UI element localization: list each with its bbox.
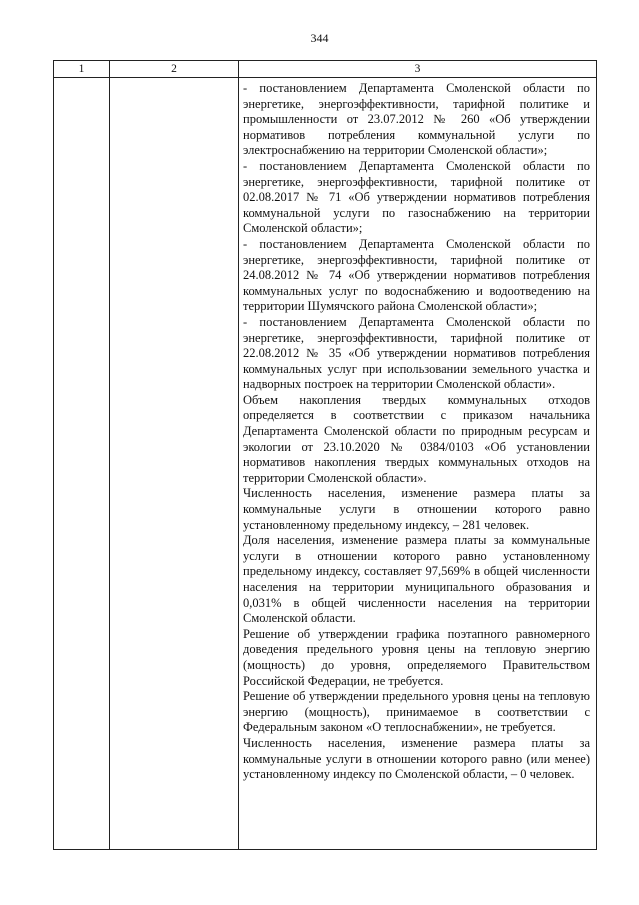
- document-table: [53, 60, 597, 850]
- paragraph: Решение об утверждении предельного уровня цены на тепловую энергию (мощность), принимаемое в соответствии с Федеральным законом «О теплоснабжении», не требуется.: [243, 689, 590, 735]
- paragraph: - постановлением Департамента Смоленской области по энергетике, энергоэффективности, тарифной политике от 02.08.2017 № 71 «Об утверждении нормативов потребления коммунальной услуги по газоснабжению на территории Смоленской области»;: [243, 158, 590, 236]
- page-number: 344: [310, 31, 329, 45]
- column-header-3: 3: [239, 61, 597, 78]
- column-1-cell: [54, 78, 110, 850]
- table-header-row: [54, 61, 597, 78]
- column-header-2: 2: [110, 61, 239, 78]
- paragraph: - постановлением Департамента Смоленской области по энергетике, энергоэффективности, тарифной политике и промышленности от 23.07.2012 № 260 «Об утверждении нормативов потребления коммунальной услуги по электроснабжению на территории Смоленской области»;: [243, 81, 590, 158]
- column-header-1: 1: [54, 61, 110, 78]
- paragraph: Численность населения, изменение размера платы за коммунальные услуги в отношении которого равно (или менее) установленному индексу по Смоленской области, – 0 человек.: [243, 735, 590, 782]
- paragraph: Численность населения, изменение размера платы за коммунальные услуги в отношении которого равно установленному предельному индексу, – 281 человек.: [243, 486, 590, 532]
- column-2-cell: [110, 78, 239, 850]
- paragraph: Объем накопления твердых коммунальных отходов определяется в соответствии с приказом начальника Департамента Смоленской области по природным ресурсам и экологии от 23.10.2020 № 0384/0103 «Об установлении нормативов накопления твердых коммунальных отходов на территории Смоленской области».: [243, 392, 590, 485]
- paragraph: Решение об утверждении графика поэтапного равномерного доведения предельного уровня цены на тепловую энергию (мощность) до уровня, определяемого Правительством Российской Федерации, не требуется.: [243, 626, 590, 688]
- paragraph: - постановлением Департамента Смоленской области по энергетике, энергоэффективности, тарифной политике от 24.08.2012 № 74 «Об утверждении нормативов потребления коммунальных услуг по водоснабжению и водоотведению на территории Шумячского района Смоленской области»;: [243, 236, 590, 314]
- column-3-cell: [239, 78, 597, 850]
- column-3-content: [239, 78, 596, 783]
- paragraph: Доля населения, изменение размера платы за коммунальные услуги в отношении которого равно установленному предельному индексу, составляет 97,569% в общей численности населения на территории муниципального образования и 0,031% в общей численности населения на территории Смоленской области.: [243, 533, 590, 626]
- table-body-row: [54, 78, 597, 850]
- paragraph: - постановлением Департамента Смоленской области по энергетике, энергоэффективности, тарифной политике от 22.08.2012 № 35 «Об утверждении нормативов потребления коммунальных услуг при использовании земельного участка и надворных построек на территории Смоленской области».: [243, 314, 590, 392]
